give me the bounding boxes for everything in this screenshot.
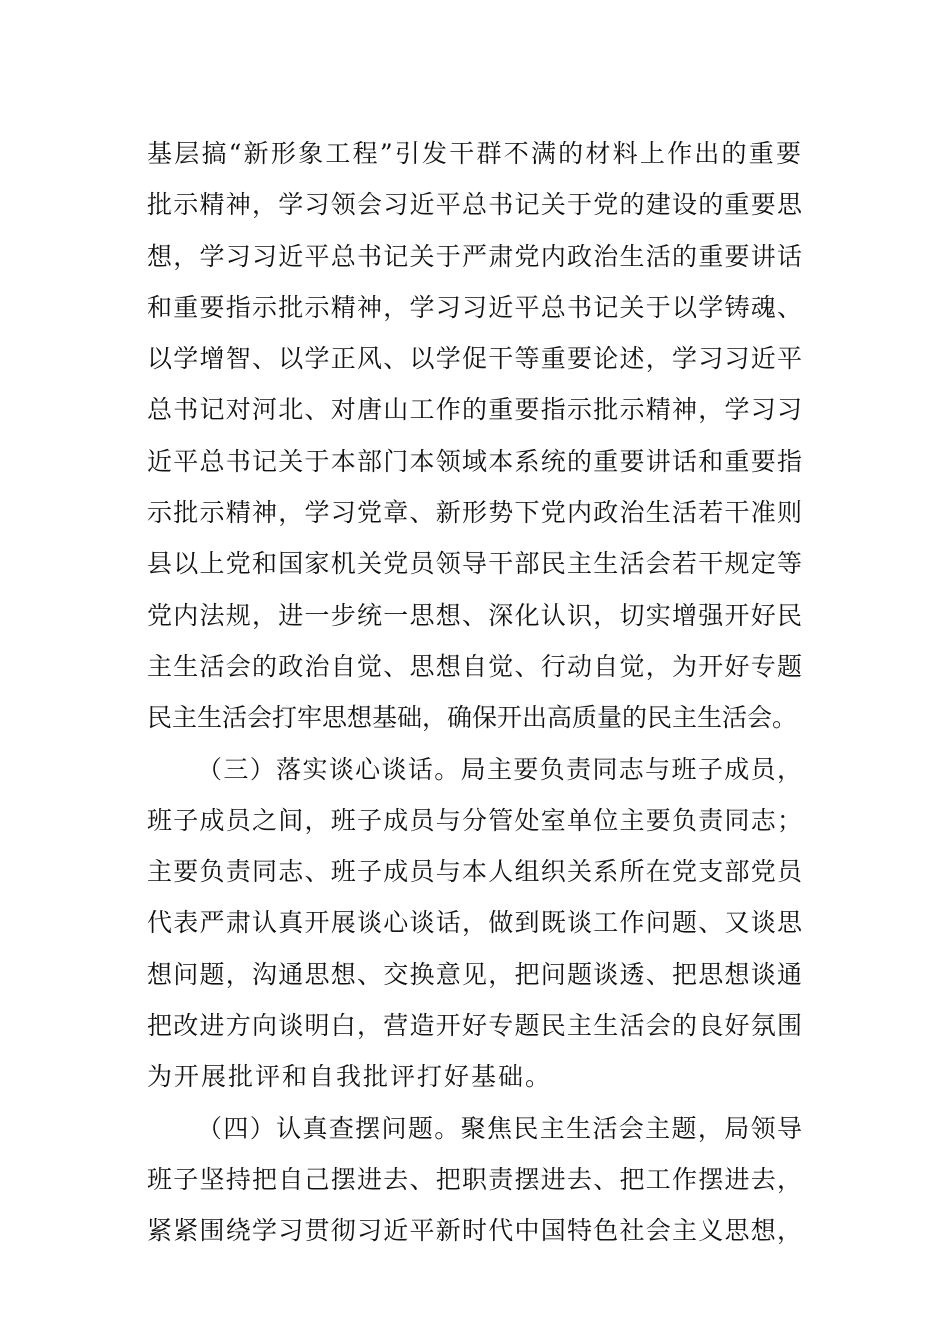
text-line: 想，学习习近平总书记关于严肃党内政治生活的重要讲话 <box>147 241 803 271</box>
text-line: 主生活会的政治自觉、思想自觉、行动自觉，为开好专题 <box>147 651 803 681</box>
text-line: 县以上党和国家机关党员领导干部民主生活会若干规定等 <box>147 549 803 579</box>
text-line: 代表严肃认真开展谈心谈话，做到既谈工作问题、又谈思 <box>147 908 803 938</box>
text-line: 示批示精神，学习党章、新形势下党内政治生活若干准则 <box>147 498 803 528</box>
text-line: 基层搞“新形象工程”引发干群不满的材料上作出的重要 <box>147 139 803 168</box>
text-line: 以学增智、以学正风、以学促干等重要论述，学习习近平 <box>147 344 803 374</box>
body-text <box>147 128 803 1257</box>
text-line: 班子坚持把自己摆进去、把职责摆进去、把工作摆进去， <box>147 1164 803 1194</box>
text-line: 和重要指示批示精神，学习习近平总书记关于以学铸魂、 <box>147 292 803 322</box>
text-line: （三）落实谈心谈话。局主要负责同志与班子成员， <box>197 754 803 784</box>
text-line: 班子成员之间，班子成员与分管处室单位主要负责同志； <box>147 805 803 835</box>
text-line: 为开展批评和自我批评打好基础。 <box>147 1062 553 1092</box>
text-line: 主要负责同志、班子成员与本人组织关系所在党支部党员 <box>147 857 803 887</box>
text-line: 把改进方向谈明白，营造开好专题民主生活会的良好氛围 <box>147 1011 803 1041</box>
text-line: 紧紧围绕学习贯彻习近平新时代中国特色社会主义思想， <box>147 1216 803 1246</box>
text-line: 近平总书记关于本部门本领域本系统的重要讲话和重要指 <box>147 446 803 476</box>
text-line: 总书记对河北、对唐山工作的重要指示批示精神，学习习 <box>147 395 803 425</box>
text-line: 民主生活会打牢思想基础，确保开出高质量的民主生活会。 <box>147 703 798 733</box>
text-line: （四）认真查摆问题。聚焦民主生活会主题，局领导 <box>197 1113 803 1143</box>
text-line: 党内法规，进一步统一思想、深化认识，切实增强开好民 <box>147 600 803 630</box>
text-line: 想问题，沟通思想、交换意见，把问题谈透、把思想谈通 <box>147 959 803 989</box>
text-line: 批示精神，学习领会习近平总书记关于党的建设的重要思 <box>147 190 803 220</box>
